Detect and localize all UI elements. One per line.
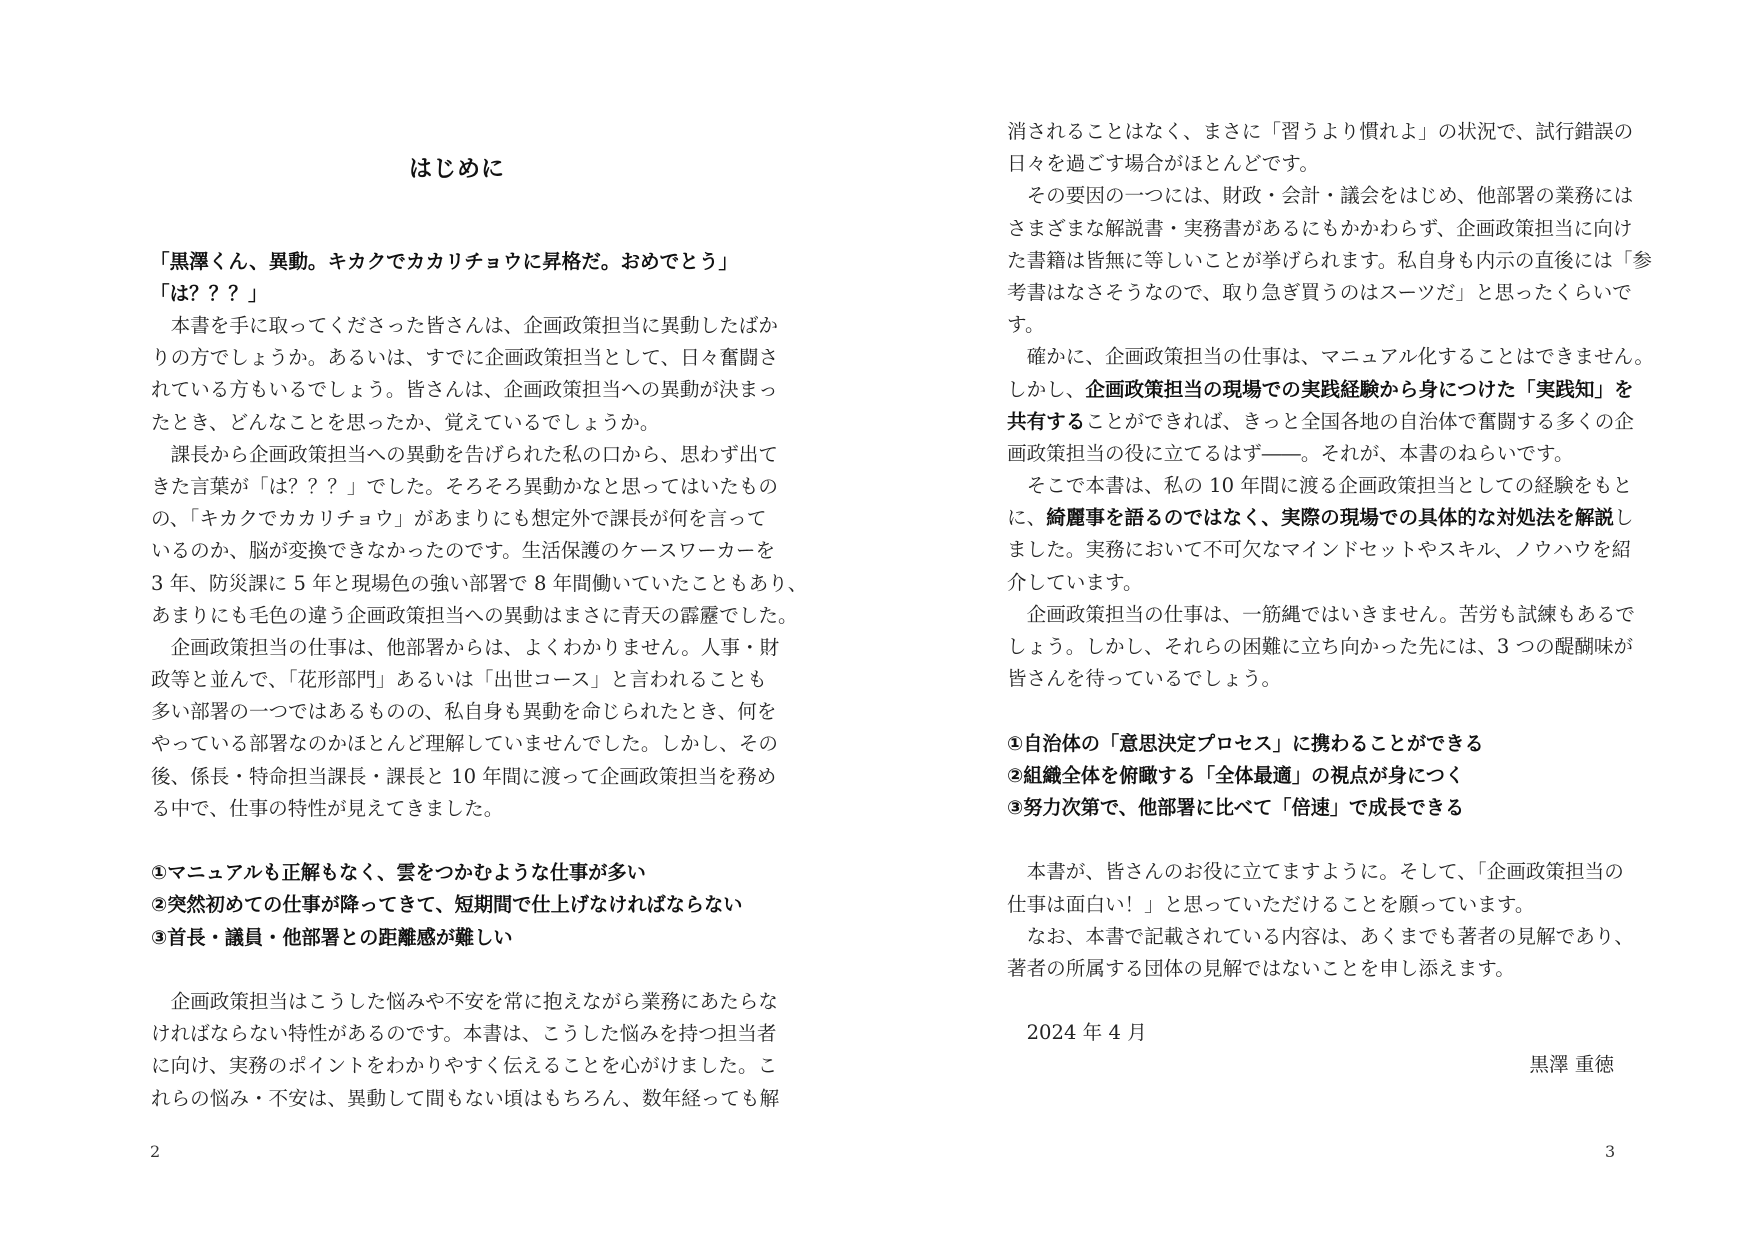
text-line: ければならない特性があるのです。本書は、こうした悩みを持つ担当者 bbox=[151, 1022, 777, 1046]
dialogue-line: 「黒澤くん、異動。キカクでカカリチョウに昇格だ。おめでとう」 bbox=[150, 250, 739, 273]
text-line: 企画政策担当の仕事は、一筋縄ではいきません。苦労も試練もあるで bbox=[1026, 602, 1635, 626]
text-line bbox=[1007, 502, 1634, 534]
page-number: 2 bbox=[150, 1142, 161, 1161]
dialogue-line: 「は？？？」 bbox=[150, 282, 268, 306]
text-line: れている方もいるでしょう。皆さんは、企画政策担当への異動が決まっ bbox=[151, 378, 778, 402]
left-page bbox=[0, 0, 877, 1240]
text-line: きた言葉が「は？？？」でした。そろそろ異動かなと思ってはいたもの bbox=[151, 474, 778, 498]
emphasis-text: 共有する bbox=[1007, 409, 1086, 433]
text-line: 考書はなさそうなので、取り急ぎ買うのはスーツだ」と思ったくらいで bbox=[1007, 280, 1632, 304]
challenge-item: ①マニュアルも正解もなく、雲をつかむような仕事が多い bbox=[151, 861, 646, 885]
text-line: 政等と並んで、「花形部門」あるいは「出世コース」と言われることも bbox=[151, 668, 767, 692]
text-line: 本書を手に取ってくださった皆さんは、企画政策担当に異動したばか bbox=[170, 314, 778, 337]
text-line: れらの悩み・不安は、異動して間もない頃はもちろん、数年経っても解 bbox=[151, 1086, 780, 1110]
text-run: しかし、 bbox=[1007, 377, 1086, 401]
text-line: 課長から企画政策担当への異動を告げられた私の口から、思わず出て bbox=[170, 442, 778, 466]
text-line: 確かに、企画政策担当の仕事は、マニュアル化することはできません。 bbox=[1026, 345, 1654, 369]
text-line: 画政策担当の役に立てるはず――。それが、本書のねらいです。 bbox=[1007, 441, 1574, 465]
challenge-item: ③首長・議員・他部署との距離感が難しい bbox=[151, 925, 513, 949]
text-run: ことができれば、きっと全国各地の自治体で奮闘する多くの企 bbox=[1085, 409, 1634, 433]
text-line: 3 年、防災課に 5 年と現場色の強い部署で 8 年間働いていたこともあり、 bbox=[151, 571, 808, 595]
text-line: た書籍は皆無に等しいことが挙げられます。私自身も内示の直後には「参 bbox=[1007, 248, 1653, 272]
text-line: 企画政策担当の仕事は、他部署からは、よくわかりません。人事・財 bbox=[170, 635, 780, 659]
date-line: 2024 年 4 月 bbox=[1026, 1021, 1147, 1045]
text-line: 本書が、皆さんのお役に立てますように。そして、「企画政策担当の bbox=[1026, 860, 1624, 884]
text-line: 多い部署の一つではあるものの、私自身も異動を命じられたとき、何を bbox=[151, 700, 777, 724]
text-line: す。 bbox=[1007, 313, 1045, 337]
text-line: しょう。しかし、それらの困難に立ち向かった先には、3 つの醍醐味が bbox=[1007, 635, 1634, 658]
text-line: 仕事は面白い！」と思っていただけることを願っています。 bbox=[1007, 892, 1535, 916]
text-line: やっている部署なのかほとんど理解していませんでした。しかし、その bbox=[151, 732, 778, 756]
page-number: 3 bbox=[1605, 1142, 1616, 1161]
text-line bbox=[1007, 406, 1634, 438]
body-text bbox=[1007, 116, 1654, 1082]
text-run: に、 bbox=[1007, 506, 1047, 530]
text-line: の、「キカクでカカリチョウ」があまりにも想定外で課長が何を言って bbox=[151, 507, 767, 531]
opening-dialogue bbox=[150, 246, 790, 310]
text-line: 後、係長・特命担当課長・課長と 10 年間に渡って企画政策担当を務め bbox=[151, 764, 777, 788]
text-line: 日々を過ごす場合がほとんどです。 bbox=[1007, 152, 1319, 176]
text-line: に向け、実務のポイントをわかりやすく伝えることを心がけました。こ bbox=[151, 1054, 778, 1078]
text-run: し bbox=[1614, 506, 1634, 530]
benefit-item: ②組織全体を俯瞰する「全体最適」の視点が身につく bbox=[1007, 763, 1465, 787]
text-line: そこで本書は、私の 10 年間に渡る企画政策担当としての経験をもと bbox=[1026, 474, 1633, 498]
text-line: 著者の所属する団体の見解ではないことを申し添えます。 bbox=[1007, 956, 1515, 980]
challenge-item: ②突然初めての仕事が降ってきて、短期間で仕上げなければならない bbox=[151, 893, 743, 917]
author-name: 黒澤 重徳 bbox=[1529, 1053, 1614, 1077]
benefit-item: ①自治体の「意思決定プロセス」に携わることができる bbox=[1007, 731, 1484, 755]
emphasis-text: 企画政策担当の現場での実践経験から身につけた「実践知」を bbox=[1085, 377, 1634, 401]
text-line bbox=[1007, 374, 1634, 406]
text-line: 皆さんを待っているでしょう。 bbox=[1007, 667, 1282, 691]
text-line: 消されることはなく、まさに「習うより慣れよ」の状況で、試行錯誤の bbox=[1007, 120, 1634, 143]
right-page bbox=[877, 0, 1755, 1240]
text-line: たとき、どんなことを思ったか、覚えているでしょうか。 bbox=[151, 410, 660, 434]
text-line: ました。実務において不可欠なマインドセットやスキル、ノウハウを紹 bbox=[1007, 538, 1632, 562]
page-title: はじめに bbox=[409, 156, 505, 182]
text-line: あまりにも毛色の違う企画政策担当への異動はまさに青天の霹靂でした。 bbox=[151, 603, 798, 627]
emphasis-text: 綺麗事を語るのではなく、実際の現場での具体的な対処法を解説 bbox=[1046, 506, 1615, 530]
text-line: 企画政策担当はこうした悩みや不安を常に抱えながら業務にあたらな bbox=[170, 989, 778, 1013]
text-line: りの方でしょうか。あるいは、すでに企画政策担当として、日々奮闘さ bbox=[151, 346, 779, 370]
text-line: その要因の一つには、財政・会計・議会をはじめ、他部署の業務には bbox=[1026, 184, 1634, 208]
benefit-item: ③努力次第で、他部署に比べて「倍速」で成長できる bbox=[1007, 795, 1465, 819]
text-line: る中で、仕事の特性が見えてきました。 bbox=[151, 796, 504, 820]
text-line: いるのか、脳が変換できなかったのです。生活保護のケースワーカーを bbox=[151, 539, 776, 563]
text-line: 介しています。 bbox=[1007, 570, 1143, 594]
body-text bbox=[151, 310, 808, 1115]
text-line: さまざまな解説書・実務書があるにもかかわらず、企画政策担当に向け bbox=[1007, 216, 1633, 240]
text-line: なお、本書で記載されている内容は、あくまでも著者の見解であり、 bbox=[1026, 924, 1634, 948]
